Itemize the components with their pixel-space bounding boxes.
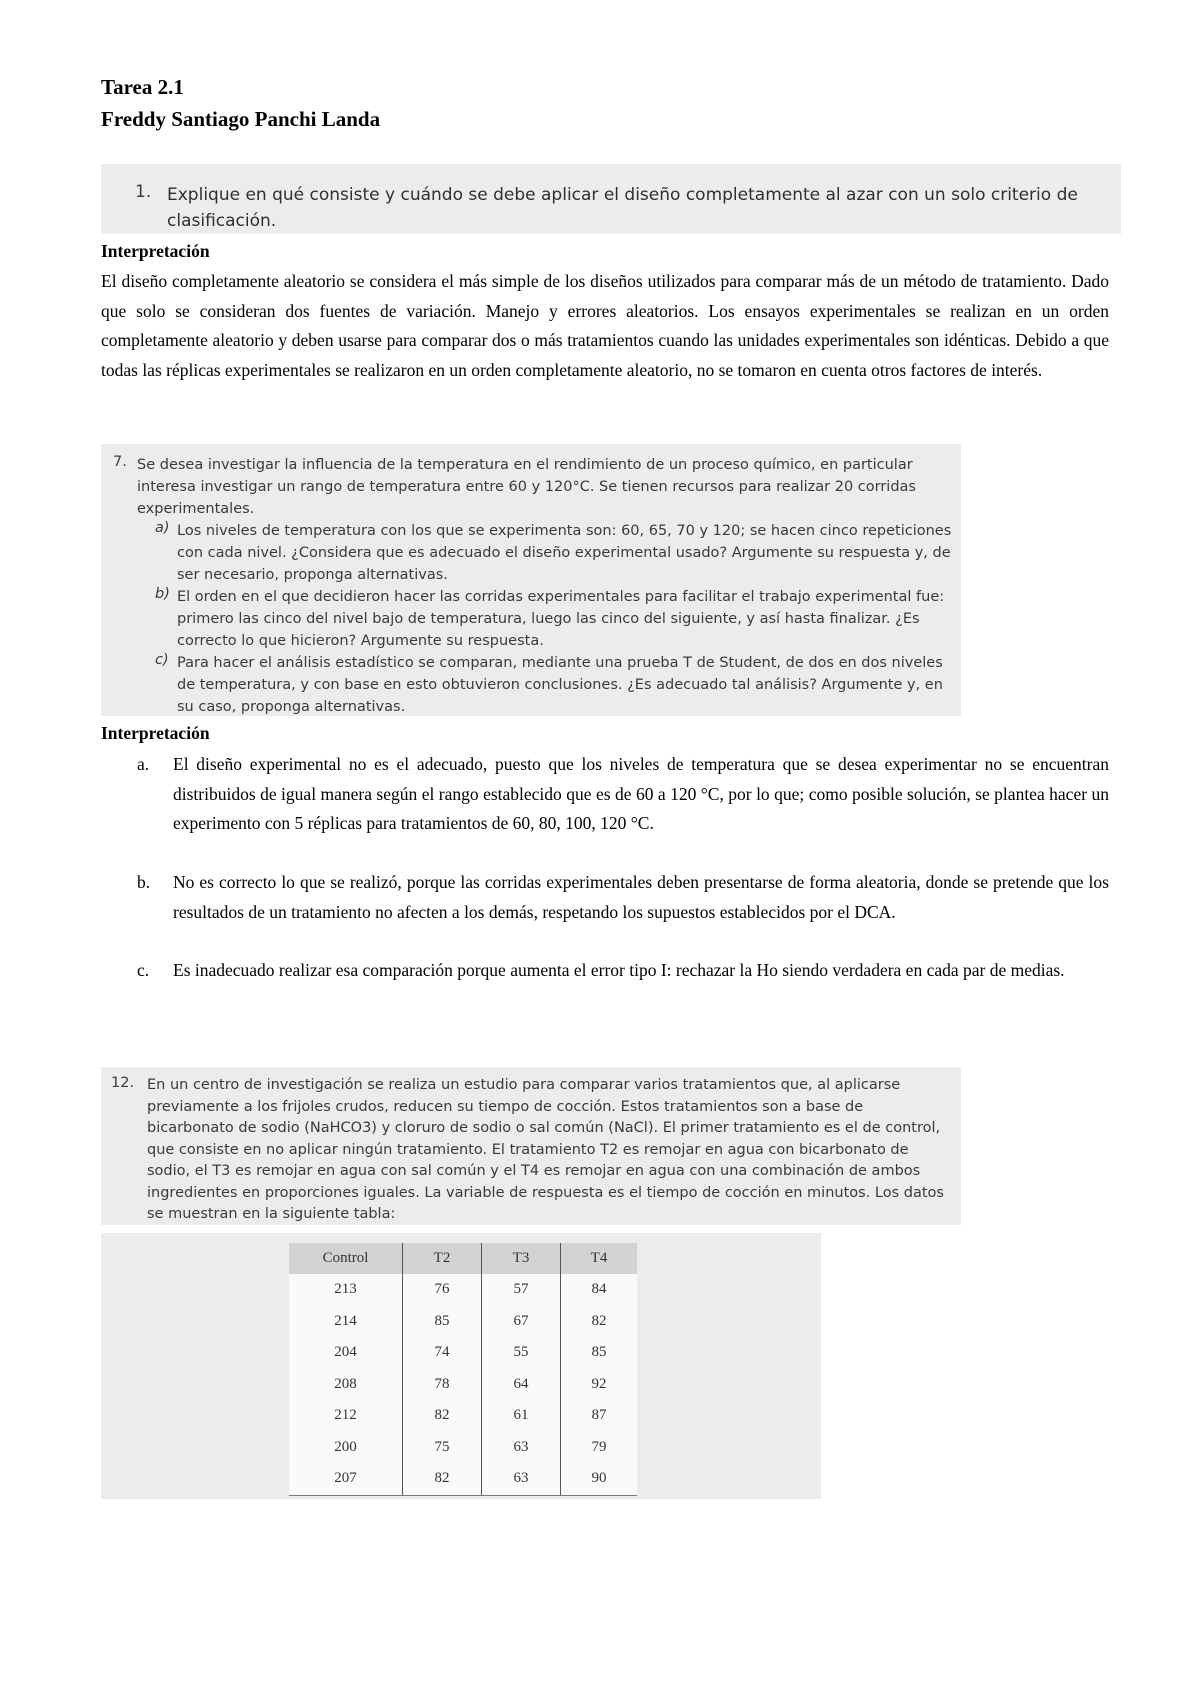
table-cell: 74 [403, 1337, 482, 1369]
table-cell: 82 [561, 1306, 638, 1338]
cooking-time-table [289, 1243, 637, 1496]
column-header: Control [289, 1243, 403, 1274]
table-cell: 63 [482, 1463, 561, 1495]
table-cell: 208 [289, 1369, 403, 1401]
answer-letter: a. [137, 754, 150, 774]
question-stem: En un centro de investigación se realiza un estudio para comparar varios tratamientos que, al aplicarse previamente a los frijoles crudos, reducen su tiempo de cocción. Estos tratamientos son a base de bicarbonato de sodio (NaHCO3) y cloruro de sodio o sal común (NaCl). El primer tratamiento es el de control, que consiste en no aplicar ningún tratamiento. El tratamiento T2 es remojar en agua con bicarbonato de sodio, el T3 es remojar en agua con sal común y el T4 es remojar en agua con una combinación de ambos ingredientes en proporciones iguales. La variable de respuesta es el tiempo de cocción en minutos. Los datos se muestran en la siguiente tabla: [147, 1077, 944, 1222]
question-1-box [101, 164, 1121, 234]
interpretation-paragraph: El diseño completamente aleatorio se considera el más simple de los diseños utilizados para comparar más de un método de tratamiento. Dado que solo se consideran dos fuentes de variación. Manejo y errores aleatorios. Los ensayos experimentales se realizan en un orden completamente aleatorio y deben usarse para comparar dos o más tratamientos cuando las unidades experimentales son idénticas. Debido a que todas las réplicas experimentales se realizaron en un orden completamente aleatorio, no se tomaron en cuenta otros factores de interés. [101, 271, 1109, 380]
table-cell: 79 [561, 1432, 638, 1464]
answer-text: No es correcto lo que se realizó, porque las corridas experimentales deben presentarse de forma aleatoria, donde se pretende que los resultados de un tratamiento no afecten a los demás, respetando los supuestos establecidos por el DCA. [173, 872, 1109, 922]
data-table-box [101, 1233, 821, 1499]
answer-letter: c. [137, 960, 150, 980]
table-cell: 92 [561, 1369, 638, 1401]
table-cell: 207 [289, 1463, 403, 1495]
table-cell: 200 [289, 1432, 403, 1464]
item-text: Los niveles de temperatura con los que se experimenta son: 60, 65, 70 y 120; se hacen cinco repeticiones con cada nivel. ¿Considera que es adecuado el diseño experimental usado? Argumente su respuesta y, de ser necesario, proponga alternativas. [177, 523, 952, 583]
answer-letter: b. [137, 872, 151, 892]
question-number: 1. [135, 182, 152, 202]
document-title: Tarea 2.1 [101, 75, 184, 99]
question-12-box [101, 1067, 961, 1225]
table-cell: 214 [289, 1306, 403, 1338]
table-cell: 55 [482, 1337, 561, 1369]
table-cell: 90 [561, 1463, 638, 1495]
table-row [289, 1274, 637, 1306]
table-cell: 76 [403, 1274, 482, 1306]
column-header: T3 [482, 1243, 561, 1274]
table-cell: 67 [482, 1306, 561, 1338]
item-letter: c) [155, 652, 169, 668]
table-row [289, 1306, 637, 1338]
table-cell: 63 [482, 1432, 561, 1464]
table-cell: 75 [403, 1432, 482, 1464]
question-7-box [101, 444, 961, 716]
item-text: Para hacer el análisis estadístico se comparan, mediante una prueba T de Student, de dos en dos niveles de temperatura, y con base en esto obtuvieron conclusiones. ¿Es adecuado tal análisis? Argumente y, en su caso, proponga alternativas. [177, 655, 943, 715]
table-cell: 64 [482, 1369, 561, 1401]
table-cell: 204 [289, 1337, 403, 1369]
item-letter: a) [155, 520, 170, 536]
table-cell: 213 [289, 1274, 403, 1306]
table-cell: 85 [403, 1306, 482, 1338]
table-cell: 61 [482, 1400, 561, 1432]
item-letter: b) [155, 586, 170, 602]
item-text: El orden en el que decidieron hacer las corridas experimentales para facilitar el trabajo experimental fue: primero las cinco del nivel bajo de temperatura, luego las cinco del siguiente, y así hasta finalizar. ¿Es correcto lo que hicieron? Argumente su respuesta. [177, 589, 945, 649]
table-row [289, 1463, 637, 1495]
table-cell: 57 [482, 1274, 561, 1306]
question-number: 12. [111, 1075, 135, 1091]
column-header: T2 [403, 1243, 482, 1274]
table-cell: 87 [561, 1400, 638, 1432]
question-stem: Se desea investigar la influencia de la temperatura en el rendimiento de un proceso químico, en particular interesa investigar un rango de temperatura entre 60 y 120°C. Se tienen recursos para realizar 20 corridas experimentales. [137, 457, 916, 517]
author-name: Freddy Santiago Panchi Landa [101, 107, 381, 131]
answer-text: Es inadecuado realizar esa comparación porque aumenta el error tipo I: rechazar la Ho siendo verdadera en cada par de medias. [173, 960, 1065, 980]
interpretation-label: Interpretación [101, 723, 210, 743]
table-row [289, 1400, 637, 1432]
table-cell: 78 [403, 1369, 482, 1401]
column-header: T4 [561, 1243, 638, 1274]
interpretation-label: Interpretación [101, 241, 210, 261]
question-text: Explique en qué consiste y cuándo se debe aplicar el diseño completamente al azar con un solo criterio de clasificación. [167, 185, 1078, 231]
table-row [289, 1432, 637, 1464]
table-row [289, 1337, 637, 1369]
table-cell: 84 [561, 1274, 638, 1306]
answer-text: El diseño experimental no es el adecuado, puesto que los niveles de temperatura que se desea experimentar no se encuentran distribuidos de igual manera según el rango establecido que es de 60 a 120 °C, por lo que; como posible solución, se plantea hacer un experimento con 5 réplicas para tratamientos de 60, 80, 100, 120 °C. [173, 754, 1109, 833]
table-cell: 85 [561, 1337, 638, 1369]
table-header-row [289, 1243, 637, 1274]
table-row [289, 1369, 637, 1401]
table-cell: 82 [403, 1400, 482, 1432]
table-cell: 212 [289, 1400, 403, 1432]
question-number: 7. [113, 454, 127, 470]
table-cell: 82 [403, 1463, 482, 1495]
